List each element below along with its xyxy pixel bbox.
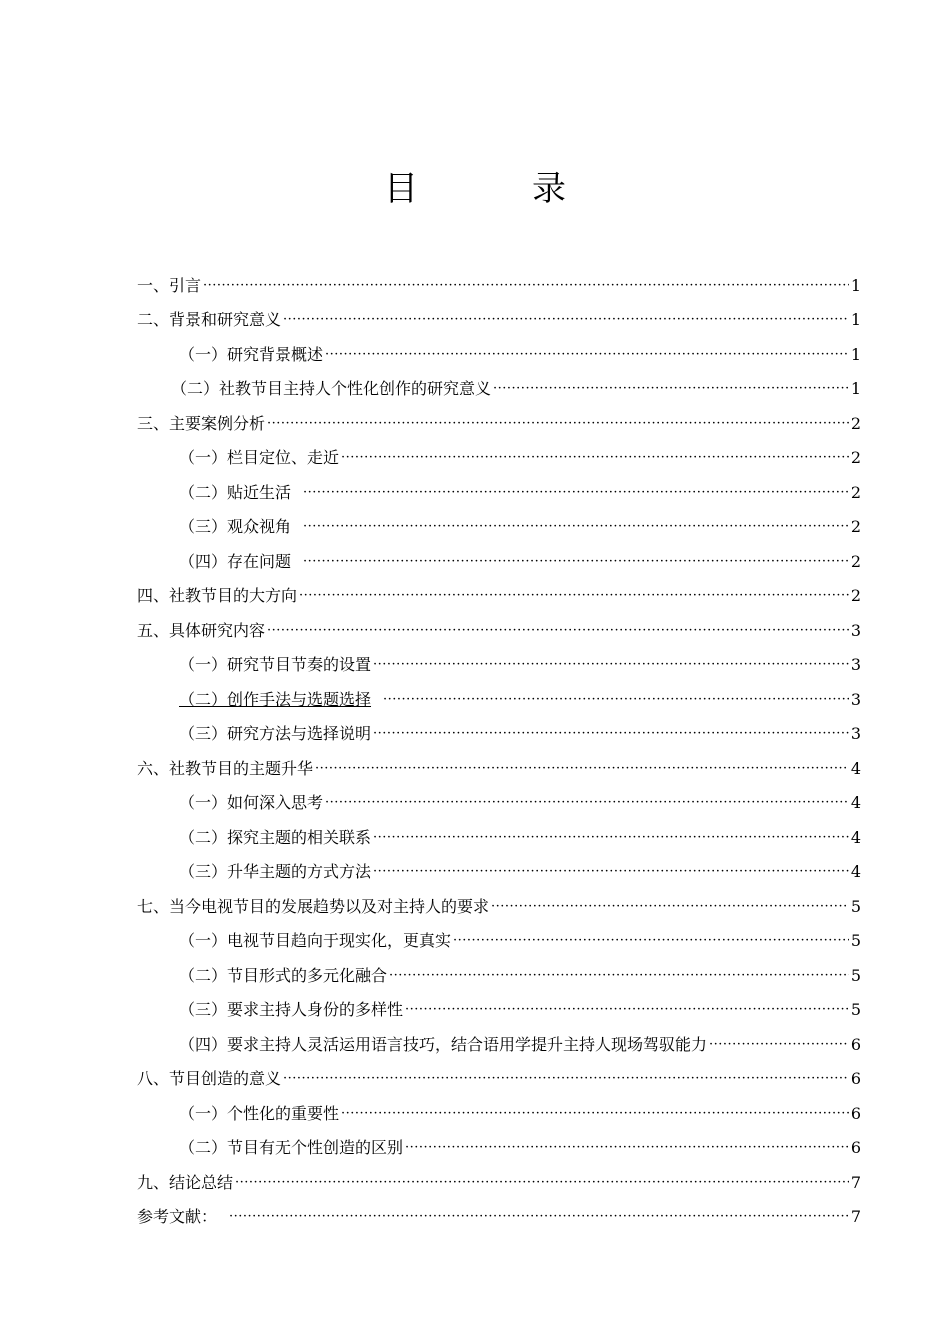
- toc-entry-page: 5: [850, 1000, 861, 1019]
- toc-entry-page: 2: [850, 517, 861, 536]
- toc-entry-label: （一）如何深入思考: [179, 793, 324, 812]
- toc-entry-page: 5: [850, 896, 861, 916]
- dot-leader: [405, 1131, 849, 1165]
- toc-entry-page: 6: [850, 1138, 861, 1157]
- dot-leader: [373, 821, 849, 855]
- toc-entry-page: 3: [850, 724, 861, 743]
- toc-entry-page: 6: [850, 1069, 861, 1088]
- toc-entry[interactable]: [137, 924, 861, 959]
- toc-entry[interactable]: [137, 751, 861, 786]
- toc-entry-page: 1: [850, 275, 861, 295]
- toc-entry-page: 4: [850, 793, 861, 812]
- toc-entry-page: 2: [850, 482, 861, 502]
- dot-leader: [341, 441, 849, 475]
- toc-entry-label: 八、节目创造的意义: [137, 1069, 282, 1088]
- toc-entry-label: 七、当今电视节目的发展趋势以及对主持人的要求: [137, 896, 490, 916]
- toc-entry[interactable]: [137, 303, 861, 338]
- toc-entry-page: 1: [850, 379, 861, 398]
- toc-entry[interactable]: [137, 993, 861, 1028]
- toc-entry-label: 六、社教节目的主题升华: [137, 758, 314, 778]
- dot-leader: [267, 407, 849, 441]
- dot-leader: [299, 579, 849, 613]
- toc-entry-label: （二）探究主题的相关联系: [179, 827, 372, 847]
- toc-entry[interactable]: [137, 855, 861, 890]
- dot-leader: [303, 545, 849, 579]
- toc-entry-page: 4: [850, 827, 861, 847]
- toc-entry-label: （一）研究节目节奏的设置: [179, 655, 372, 674]
- dot-leader: [373, 648, 849, 682]
- toc-entry-page: 2: [850, 448, 861, 467]
- toc-entry[interactable]: [137, 268, 861, 303]
- toc-entry[interactable]: [137, 958, 861, 993]
- dot-leader: [373, 855, 849, 889]
- toc-entry-label: （三）研究方法与选择说明: [179, 724, 372, 743]
- toc-entry-page: 1: [850, 310, 861, 329]
- toc-entry-page: 4: [850, 862, 861, 881]
- dot-leader: [325, 786, 849, 820]
- toc-entry[interactable]: [137, 475, 861, 510]
- toc-entry[interactable]: [137, 717, 861, 752]
- toc-entry-page: 5: [850, 931, 861, 950]
- toc-entry-page: 4: [850, 758, 861, 778]
- toc-entry-page: 2: [850, 586, 861, 605]
- toc-entry[interactable]: [137, 406, 861, 441]
- toc-entry-label: （一）栏目定位、走近: [179, 448, 340, 467]
- toc-entry-page: 3: [850, 620, 861, 640]
- toc-entry-label: （二）节目形式的多元化融合: [179, 965, 388, 985]
- toc-entry[interactable]: [137, 1200, 861, 1235]
- toc-entry[interactable]: [137, 372, 861, 407]
- toc-entry-label: 参考文献：: [137, 1207, 218, 1226]
- toc-entry-label: 四、社教节目的大方向: [137, 586, 298, 605]
- toc-entry-page: 2: [850, 413, 861, 433]
- table-of-contents: [137, 268, 861, 1234]
- dot-leader: [325, 338, 849, 372]
- dot-leader: [303, 510, 849, 544]
- toc-entry[interactable]: [137, 1131, 861, 1166]
- dot-leader: [303, 476, 849, 510]
- dot-leader: [389, 959, 849, 993]
- toc-entry[interactable]: [137, 820, 861, 855]
- toc-entry[interactable]: [137, 579, 861, 614]
- dot-leader: [341, 1097, 849, 1131]
- toc-entry-label: （一）研究背景概述: [179, 344, 324, 364]
- toc-entry-label: （三）要求主持人身份的多样性: [179, 1000, 404, 1019]
- dot-leader: [453, 924, 849, 958]
- toc-entry-label: 九、结论总结: [137, 1172, 234, 1192]
- toc-entry[interactable]: [137, 613, 861, 648]
- toc-entry-label: （二）节目有无个性创造的区别: [179, 1138, 404, 1157]
- toc-entry[interactable]: [137, 441, 861, 476]
- dot-leader: [373, 717, 849, 751]
- dot-leader: [283, 303, 849, 337]
- toc-entry[interactable]: [137, 682, 861, 717]
- toc-entry-label: （二）贴近生活: [179, 482, 292, 502]
- dot-leader: [203, 269, 849, 303]
- dot-leader: [493, 372, 849, 406]
- dot-leader: [315, 752, 849, 786]
- toc-entry-label: （二）社教节目主持人个性化创作的研究意义: [171, 379, 492, 398]
- toc-entry-label: （一）电视节目趋向于现实化，更真实: [179, 931, 452, 950]
- page-title: 目 录: [384, 169, 606, 209]
- toc-entry-page: 7: [850, 1172, 861, 1192]
- toc-entry-page: 1: [850, 344, 861, 364]
- toc-entry[interactable]: [137, 1165, 861, 1200]
- toc-entry-label: （四）要求主持人灵活运用语言技巧，结合语用学提升主持人现场驾驭能力: [179, 1034, 708, 1054]
- toc-entry[interactable]: [137, 889, 861, 924]
- dot-leader: [229, 1200, 849, 1234]
- toc-entry-page: 7: [850, 1207, 861, 1226]
- dot-leader: [709, 1028, 849, 1062]
- dot-leader: [235, 1166, 849, 1200]
- toc-entry[interactable]: [137, 786, 861, 821]
- dot-leader: [491, 890, 849, 924]
- toc-entry-page: 3: [850, 689, 861, 709]
- toc-entry[interactable]: [137, 1062, 861, 1097]
- toc-entry-page: 2: [850, 551, 861, 571]
- dot-leader: [383, 683, 849, 717]
- toc-entry-label: 一、引言: [137, 275, 202, 295]
- toc-entry[interactable]: [137, 544, 861, 579]
- dot-leader: [267, 614, 849, 648]
- toc-entry-page: 5: [850, 965, 861, 985]
- toc-entry-label: （三）升华主题的方式方法: [179, 862, 372, 881]
- toc-entry-page: 6: [850, 1103, 861, 1123]
- dot-leader: [283, 1062, 849, 1096]
- toc-entry-page: 3: [850, 655, 861, 674]
- toc-entry-label: 二、背景和研究意义: [137, 310, 282, 329]
- toc-entry-label: （二）创作手法与选题选择: [179, 689, 372, 709]
- toc-entry[interactable]: [137, 510, 861, 545]
- toc-entry-label: （四）存在问题: [179, 551, 292, 571]
- toc-entry[interactable]: [137, 1027, 861, 1062]
- toc-entry-label: （一）个性化的重要性: [179, 1103, 340, 1123]
- toc-entry[interactable]: [137, 1096, 861, 1131]
- toc-entry[interactable]: [137, 648, 861, 683]
- toc-entry-label: 三、主要案例分析: [137, 413, 266, 433]
- toc-entry-label: （三）观众视角: [179, 517, 292, 536]
- toc-entry-label: 五、具体研究内容: [137, 620, 266, 640]
- dot-leader: [405, 993, 849, 1027]
- toc-entry-page: 6: [850, 1034, 861, 1054]
- toc-entry[interactable]: [137, 337, 861, 372]
